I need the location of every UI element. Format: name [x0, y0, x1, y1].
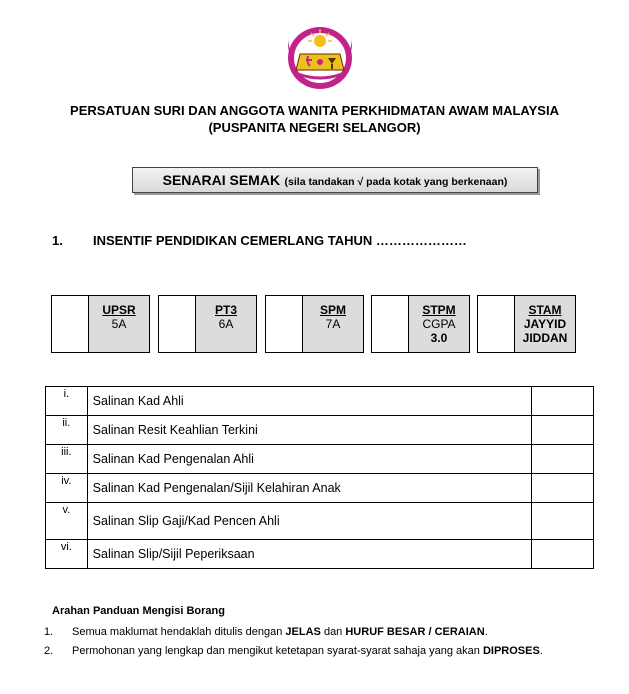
- row-number: iii.: [46, 445, 88, 474]
- category-criteria: 6A: [218, 317, 234, 331]
- category-head: PT3: [214, 303, 237, 317]
- section-number: 1.: [52, 233, 63, 248]
- category-head: SPM: [319, 303, 346, 317]
- row-number: ii.: [46, 416, 88, 445]
- category-head: UPSR: [102, 303, 136, 317]
- table-row: [46, 445, 594, 474]
- category-criteria-value: 3.0: [430, 331, 448, 345]
- checklist-title-box: [132, 167, 538, 193]
- row-label: Salinan Kad Pengenalan/Sijil Kelahiran Anak: [87, 474, 531, 503]
- row-label: Salinan Slip Gaji/Kad Pencen Ahli: [87, 503, 531, 540]
- section-title: INSENTIF PENDIDIKAN CEMERLANG TAHUN …………………: [93, 233, 467, 248]
- guide-item-text: dan: [320, 626, 346, 638]
- puspanita-logo-icon: [284, 24, 356, 90]
- guide-item-text: Permohonan yang lengkap dan mengikut ketetapan syarat-syarat sahaja yang akan: [72, 645, 483, 657]
- row-label: Salinan Resit Keahlian Terkini: [87, 416, 531, 445]
- category-criteria: CGPA: [422, 317, 456, 331]
- row-number: iv.: [46, 474, 88, 503]
- organization-branch: (PUSPANITA NEGERI SELANGOR): [208, 120, 421, 135]
- guide-item-text: .: [539, 645, 543, 657]
- category-label: [515, 296, 575, 352]
- row-checkbox[interactable]: [531, 445, 593, 474]
- row-number: vi.: [46, 540, 88, 569]
- category-label: [89, 296, 149, 352]
- row-number: v.: [46, 503, 88, 540]
- guide-item-number: 1.: [44, 626, 54, 638]
- table-row: [46, 416, 594, 445]
- documents-checklist-table: [45, 386, 594, 569]
- category-upsr: [51, 295, 150, 353]
- guide-item-text: .: [484, 626, 488, 638]
- category-checkbox[interactable]: [372, 296, 409, 352]
- row-label: Salinan Kad Ahli: [87, 387, 531, 416]
- guide-item: [44, 645, 543, 657]
- table-row: [46, 503, 594, 540]
- row-checkbox[interactable]: [531, 416, 593, 445]
- category-checkbox[interactable]: [159, 296, 196, 352]
- category-criteria: 5A: [111, 317, 127, 331]
- guide-item-emphasis: DIPROSES: [482, 645, 540, 657]
- category-head: STPM: [422, 303, 456, 317]
- guide-item-number: 2.: [44, 645, 54, 657]
- row-number: i.: [46, 387, 88, 416]
- table-row: [46, 540, 594, 569]
- guide-item-emphasis: HURUF BESAR / CERAIAN: [345, 626, 485, 638]
- row-checkbox[interactable]: [531, 540, 593, 569]
- category-pt3: [158, 295, 257, 353]
- row-label: Salinan Slip/Sijil Peperiksaan: [87, 540, 531, 569]
- category-checkbox[interactable]: [52, 296, 89, 352]
- category-label: [196, 296, 256, 352]
- table-row: [46, 474, 594, 503]
- category-criteria: 7A: [325, 317, 341, 331]
- category-spm: [265, 295, 364, 353]
- row-checkbox[interactable]: [531, 387, 593, 416]
- checklist-note: (sila tandakan √ pada kotak yang berkenaan): [284, 176, 508, 188]
- checklist-title: SENARAI SEMAK: [162, 172, 281, 188]
- guide-title: Arahan Panduan Mengisi Borang: [52, 605, 225, 617]
- category-criteria-value: JIDDAN: [522, 331, 568, 345]
- category-stpm: [371, 295, 470, 353]
- row-label: Salinan Kad Pengenalan Ahli: [87, 445, 531, 474]
- category-label: [303, 296, 363, 352]
- category-criteria: JAYYID: [523, 317, 567, 331]
- organization-name: PERSATUAN SURI DAN ANGGOTA WANITA PERKHIDMATAN AWAM MALAYSIA: [70, 103, 559, 118]
- row-checkbox[interactable]: [531, 474, 593, 503]
- guide-item: [44, 626, 488, 638]
- row-checkbox[interactable]: [531, 503, 593, 540]
- category-checkbox[interactable]: [478, 296, 515, 352]
- category-stam: [477, 295, 576, 353]
- category-head: STAM: [528, 303, 562, 317]
- guide-item-emphasis: JELAS: [285, 626, 321, 638]
- category-label: [409, 296, 469, 352]
- guide-item-text: Semua maklumat hendaklah ditulis dengan: [72, 626, 286, 638]
- category-checkbox[interactable]: [266, 296, 303, 352]
- table-row: [46, 387, 594, 416]
